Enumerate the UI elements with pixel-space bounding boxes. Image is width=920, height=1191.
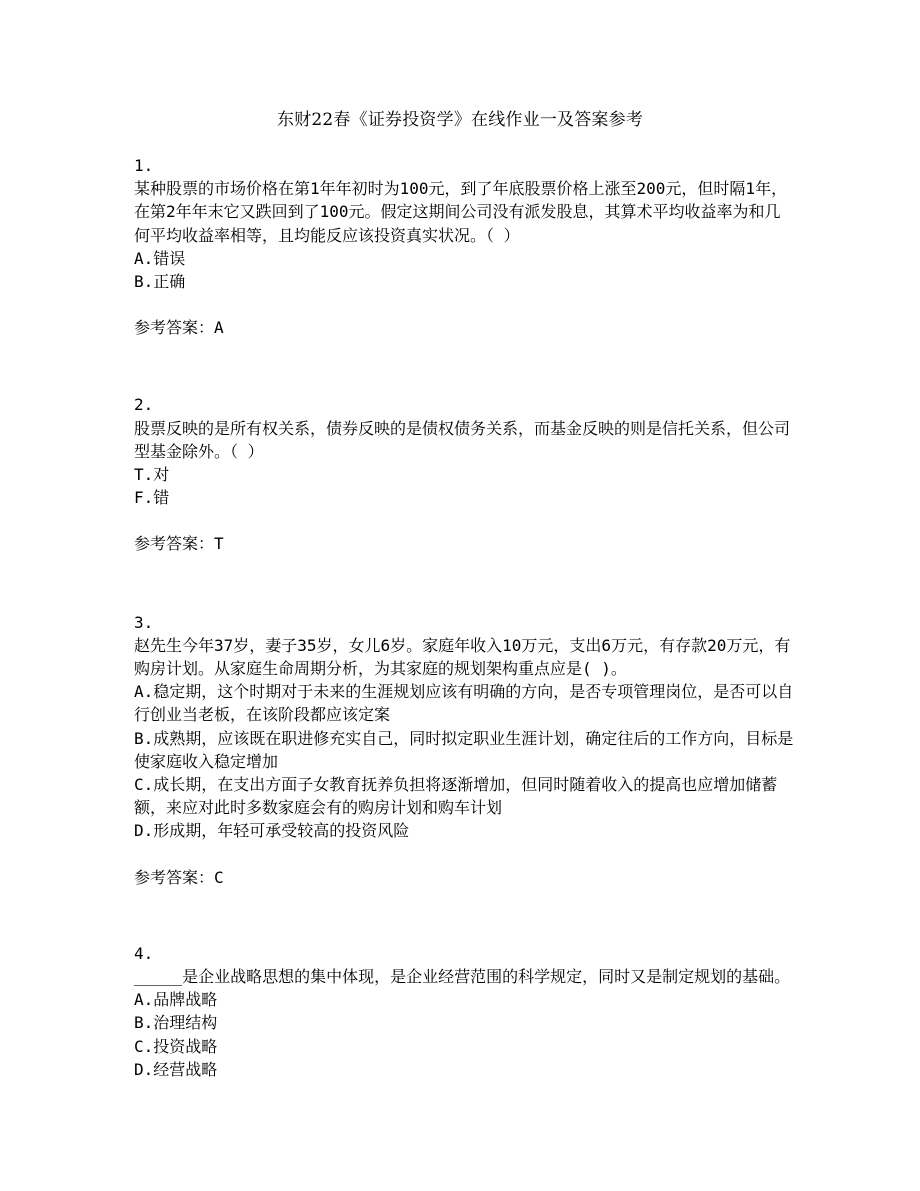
answer-line (134, 532, 794, 555)
question-3 (134, 611, 794, 889)
option-d: D.形成期，年轻可承受较高的投资风险 (134, 821, 410, 841)
question-list (134, 154, 794, 1081)
option-a: A.品牌战略 (134, 990, 218, 1010)
question-number: 4. (134, 943, 154, 963)
option-a: A.稳定期，这个时期对于未来的生涯规划应该有明确的方向，是否专项管理岗位，是否可以自行创业当老板，在该阶段都应该定案 (134, 682, 794, 725)
question-1 (134, 154, 794, 339)
answer-value: T (214, 534, 224, 554)
question-text: _____是企业战略思想的集中体现，是企业经营范围的科学规定，同时又是制定规划的基础。 (134, 967, 791, 987)
question-text: 赵先生今年37岁，妻子35岁，女儿6岁。家庭年收入10万元，支出6万元，有存款20万元，有购房计划。从家庭生命周期分析，为其家庭的规划架构重点应是( )。 (134, 635, 791, 679)
option-a: A.错误 (134, 248, 186, 268)
option-d: D.经营战略 (134, 1059, 218, 1079)
answer-label: 参考答案： (134, 318, 215, 338)
question-number: 2. (134, 395, 154, 415)
answer-line (134, 866, 794, 889)
option-b: B.治理结构 (134, 1013, 218, 1033)
option-f: F.错 (134, 488, 170, 508)
question-4 (134, 942, 794, 1081)
question-text: 某种股票的市场价格在第1年年初时为100元，到了年底股票价格上涨至200元，但时隔1年，在第2年年末它又跌回到了100元。假定这期间公司没有派发股息，其算术平均收益率为和几何平均收益率相等，且均能反应该投资真实状况。（ ） (134, 179, 788, 245)
option-t: T.对 (134, 465, 170, 485)
option-b: B.正确 (134, 272, 186, 292)
question-number: 1. (134, 156, 154, 175)
answer-value: A (214, 318, 224, 338)
option-c: C.投资战略 (134, 1036, 218, 1056)
document-title: 东财22春《证券投资学》在线作业一及答案参考 (276, 110, 644, 130)
answer-label: 参考答案： (134, 534, 215, 554)
answer-line (134, 316, 794, 339)
option-b: B.成熟期，应该既在职进修充实自己，同时拟定职业生涯计划，确定往后的工作方向，目标是使家庭收入稳定增加 (134, 728, 794, 771)
question-number: 3. (134, 612, 154, 632)
answer-label: 参考答案： (134, 867, 215, 887)
option-c: C.成长期，在支出方面子女教育抚养负担将逐渐增加，但同时随着收入的提高也应增加储蓄额，来应对此时多数家庭会有的购房计划和购车计划 (134, 775, 778, 818)
question-2 (134, 393, 794, 555)
question-text: 股票反映的是所有权关系，债券反映的是债权债务关系，而基金反映的则是信托关系，但公司型基金除外。（ ） (134, 418, 791, 461)
answer-value: C (214, 867, 224, 887)
